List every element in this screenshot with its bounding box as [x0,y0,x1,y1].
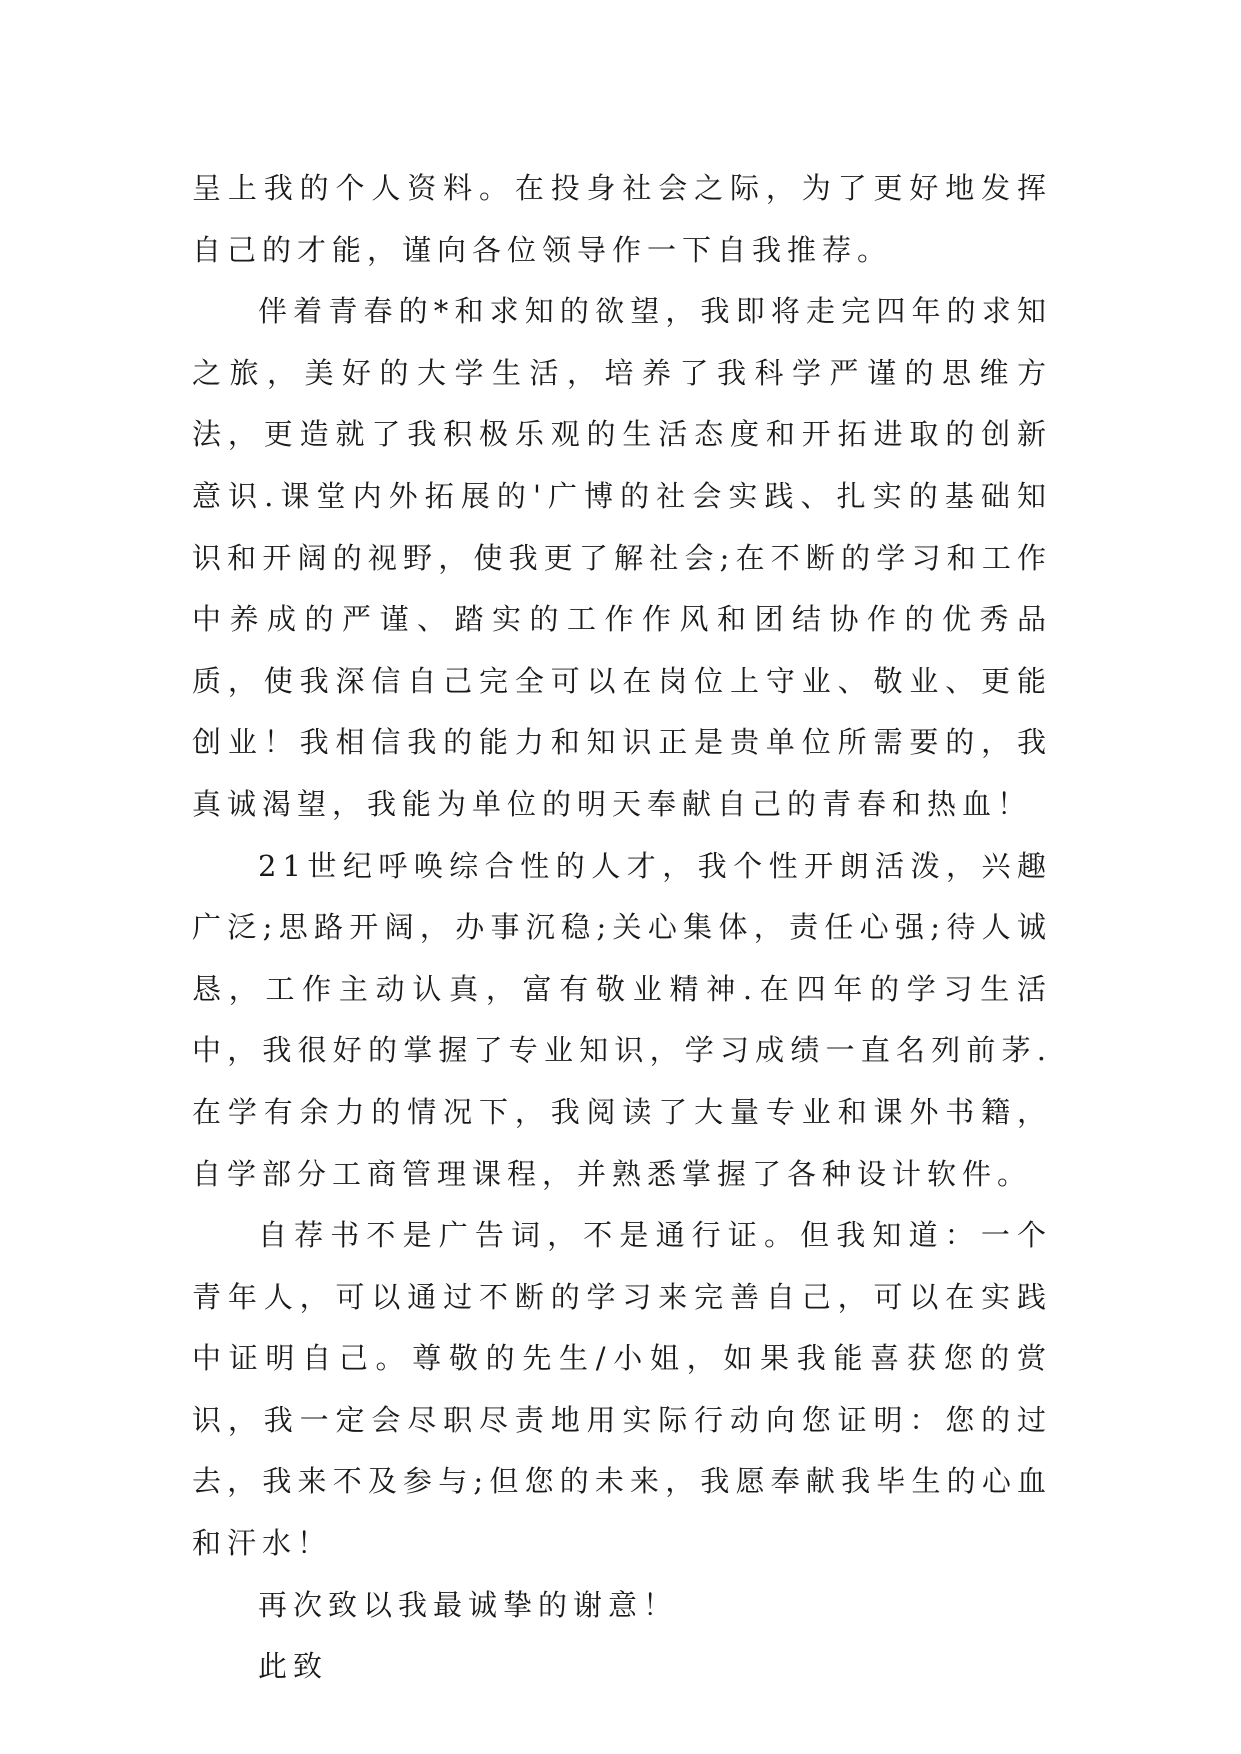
paragraph-thanks: 再次致以我最诚挚的谢意！ [258,1587,679,1622]
paragraph-intro: 呈上我的个人资料。在投身社会之际，为了更好地发挥自己的才能，谨向各位领导作一下自我推荐。 [192,171,1052,267]
paragraph-personality-skills: 21世纪呼唤综合性的人才，我个性开朗活泼，兴趣广泛;思路开阔，办事沉稳;关心集体，责任心强;待人诚恳，工作主动认真，富有敬业精神.在四年的学习生活中，我很好的掌握了专业知识，学习成绩一直名列前茅.在学有余力的情况下，我阅读了大量专业和课外书籍，自学部分工商管理课程，并熟悉掌握了各种设计软件。 [192,848,1052,1191]
paragraph-self-recommendation: 自荐书不是广告词，不是通行证。但我知道：一个青年人，可以通过不断的学习来完善自己，可以在实践中证明自己。尊敬的先生/小姐，如果我能喜获您的赏识，我一定会尽职尽责地用实际行动向您证明：您的过去，我来不及参与;但您的未来，我愿奉献我毕生的心血和汗水！ [192,1218,1052,1561]
paragraph-closing: 此致 [258,1649,329,1684]
letter-body [192,158,1052,1698]
paragraph-university-life: 伴着青春的*和求知的欲望，我即将走完四年的求知之旅，美好的大学生活，培养了我科学严谨的思维方法，更造就了我积极乐观的生活态度和开拓进取的创新意识.课堂内外拓展的'广博的社会实践、扎实的基础知识和开阔的视野，使我更了解社会;在不断的学习和工作中养成的严谨、踏实的工作作风和团结协作的优秀品质，使我深信自己完全可以在岗位上守业、敬业、更能创业！我相信我的能力和知识正是贵单位所需要的，我真诚渴望，我能为单位的明天奉献自己的青春和热血！ [192,294,1052,821]
